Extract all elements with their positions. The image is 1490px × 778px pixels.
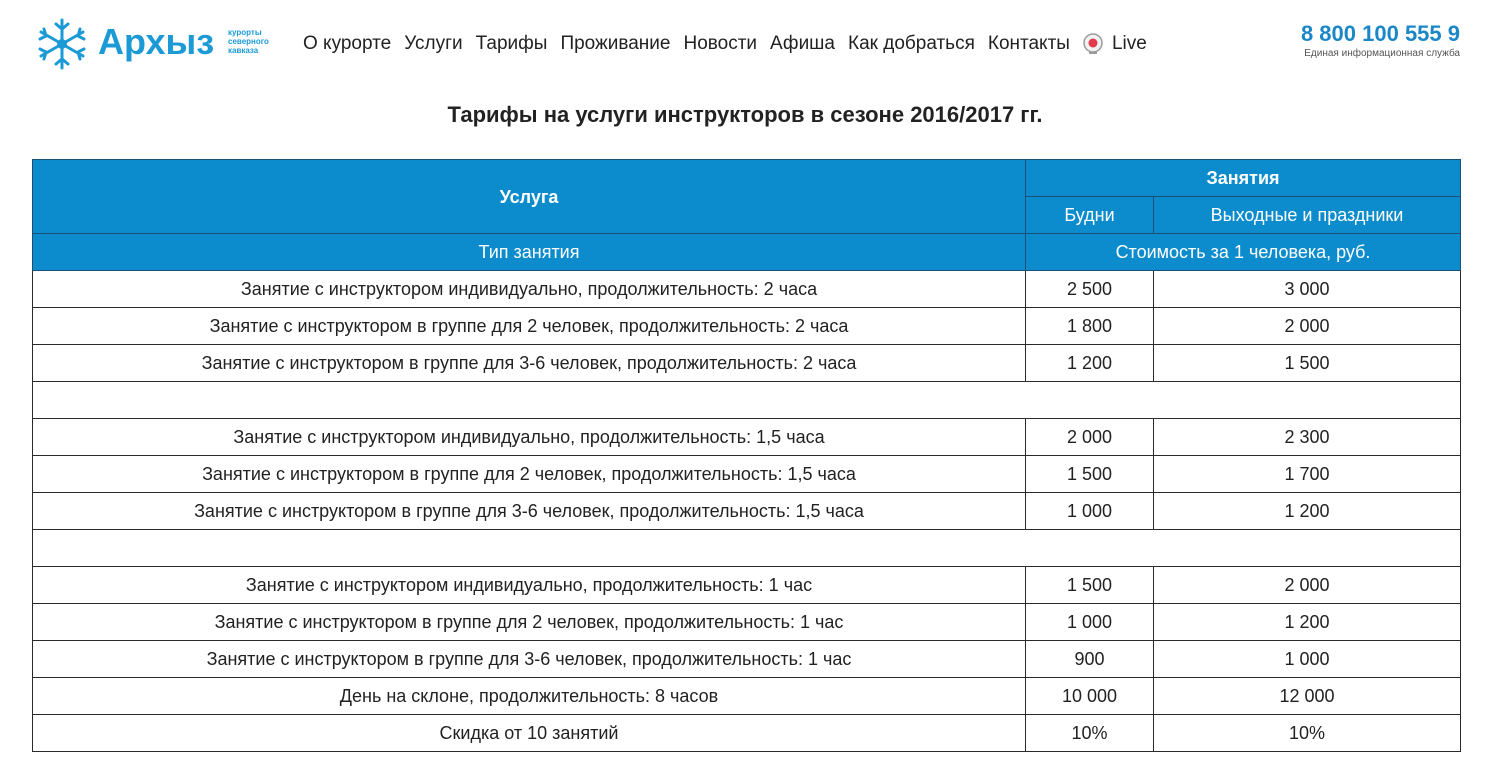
separator-cell — [33, 382, 1461, 419]
weekend-column-header: Выходные и праздники — [1154, 197, 1461, 234]
service-cell: Занятие с инструктором в группе для 2 человек, продолжительность: 1 час — [33, 604, 1026, 641]
logo-tagline — [228, 28, 288, 55]
table-row — [33, 456, 1461, 493]
contact-block — [1301, 20, 1460, 60]
logo-wordmark: Архыз — [98, 21, 215, 62]
table-row — [33, 419, 1461, 456]
type-header: Тип занятия — [33, 234, 1026, 271]
table-row — [33, 271, 1461, 308]
nav-item-tariffs[interactable]: Тарифы — [475, 33, 548, 54]
separator-row — [33, 382, 1461, 419]
service-cell: Занятие с инструктором в группе для 2 человек, продолжительность: 2 часа — [33, 308, 1026, 345]
nav-item-events[interactable]: Афиша — [770, 33, 835, 54]
weekdays-column-header: Будни — [1026, 197, 1154, 234]
weekday-price-cell: 1 500 — [1026, 567, 1154, 604]
nav-item-about[interactable]: О курорте — [303, 33, 392, 54]
weekend-price-cell: 1 200 — [1154, 604, 1461, 641]
weekend-price-cell: 1 700 — [1154, 456, 1461, 493]
nav-item-directions[interactable]: Как добраться — [848, 33, 975, 54]
weekend-price-cell: 2 000 — [1154, 308, 1461, 345]
live-label: Live — [1111, 33, 1147, 54]
table-row — [33, 567, 1461, 604]
weekday-price-cell: 10 000 — [1026, 678, 1154, 715]
weekend-price-cell: 10% — [1154, 715, 1461, 752]
weekend-price-cell: 1 200 — [1154, 493, 1461, 530]
separator-row — [33, 530, 1461, 567]
service-cell: День на склоне, продолжительность: 8 часов — [33, 678, 1026, 715]
weekday-price-cell: 1 200 — [1026, 345, 1154, 382]
weekday-price-cell: 1 800 — [1026, 308, 1154, 345]
weekend-price-cell: 3 000 — [1154, 271, 1461, 308]
page-title: Тарифы на услуги инструкторов в сезоне 2016/2017 гг. — [447, 102, 1043, 127]
site-header — [0, 0, 1490, 90]
subheader-row — [33, 234, 1461, 271]
webcam-icon — [1082, 33, 1104, 55]
lessons-column-header: Занятия — [1026, 160, 1461, 197]
nav-item-live[interactable] — [1083, 33, 1147, 55]
weekday-price-cell: 1 000 — [1026, 493, 1154, 530]
weekday-price-cell: 900 — [1026, 641, 1154, 678]
snowflake-icon — [32, 16, 92, 72]
logo-tagline-line: кавказа — [228, 46, 259, 55]
table-row — [33, 493, 1461, 530]
site-logo[interactable] — [32, 16, 272, 72]
weekend-price-cell: 2 300 — [1154, 419, 1461, 456]
table-row — [33, 308, 1461, 345]
weekday-price-cell: 10% — [1026, 715, 1154, 752]
service-cell: Занятие с инструктором в группе для 2 человек, продолжительность: 1,5 часа — [33, 456, 1026, 493]
service-cell: Занятие с инструктором в группе для 3-6 человек, продолжительность: 1 час — [33, 641, 1026, 678]
weekday-price-cell: 2 500 — [1026, 271, 1154, 308]
tariff-table — [32, 159, 1461, 752]
weekend-price-cell: 2 000 — [1154, 567, 1461, 604]
weekend-price-cell: 12 000 — [1154, 678, 1461, 715]
weekend-price-cell: 1 000 — [1154, 641, 1461, 678]
nav-item-contacts[interactable]: Контакты — [987, 33, 1070, 54]
service-cell: Занятие с инструктором в группе для 3-6 человек, продолжительность: 1,5 часа — [33, 493, 1026, 530]
weekday-price-cell: 1 000 — [1026, 604, 1154, 641]
service-cell: Занятие с инструктором индивидуально, продолжительность: 2 часа — [33, 271, 1026, 308]
service-cell: Занятие с инструктором индивидуально, продолжительность: 1,5 часа — [33, 419, 1026, 456]
service-cell: Скидка от 10 занятий — [33, 715, 1026, 752]
service-cell: Занятие с инструктором в группе для 3-6 человек, продолжительность: 2 часа — [33, 345, 1026, 382]
service-cell: Занятие с инструктором индивидуально, продолжительность: 1 час — [33, 567, 1026, 604]
table-row — [33, 345, 1461, 382]
table-row — [33, 678, 1461, 715]
price-header: Стоимость за 1 человека, руб. — [1026, 234, 1461, 271]
nav-item-services[interactable]: Услуги — [404, 33, 463, 54]
phone-caption: Единая информационная служба — [1304, 48, 1460, 59]
service-column-header: Услуга — [33, 160, 1026, 234]
weekday-price-cell: 1 500 — [1026, 456, 1154, 493]
nav-item-news[interactable]: Новости — [683, 33, 758, 54]
logo-tagline-line: северного — [228, 37, 269, 46]
separator-cell — [33, 530, 1461, 567]
main-nav — [303, 31, 1147, 57]
weekday-price-cell: 2 000 — [1026, 419, 1154, 456]
logo-tagline-line: курорты — [228, 28, 262, 37]
nav-item-accommodation[interactable]: Проживание — [560, 33, 671, 54]
phone-number[interactable]: 8 800 100 555 9 — [1300, 21, 1460, 46]
table-row — [33, 641, 1461, 678]
weekend-price-cell: 1 500 — [1154, 345, 1461, 382]
table-row — [33, 715, 1461, 752]
table-row — [33, 604, 1461, 641]
